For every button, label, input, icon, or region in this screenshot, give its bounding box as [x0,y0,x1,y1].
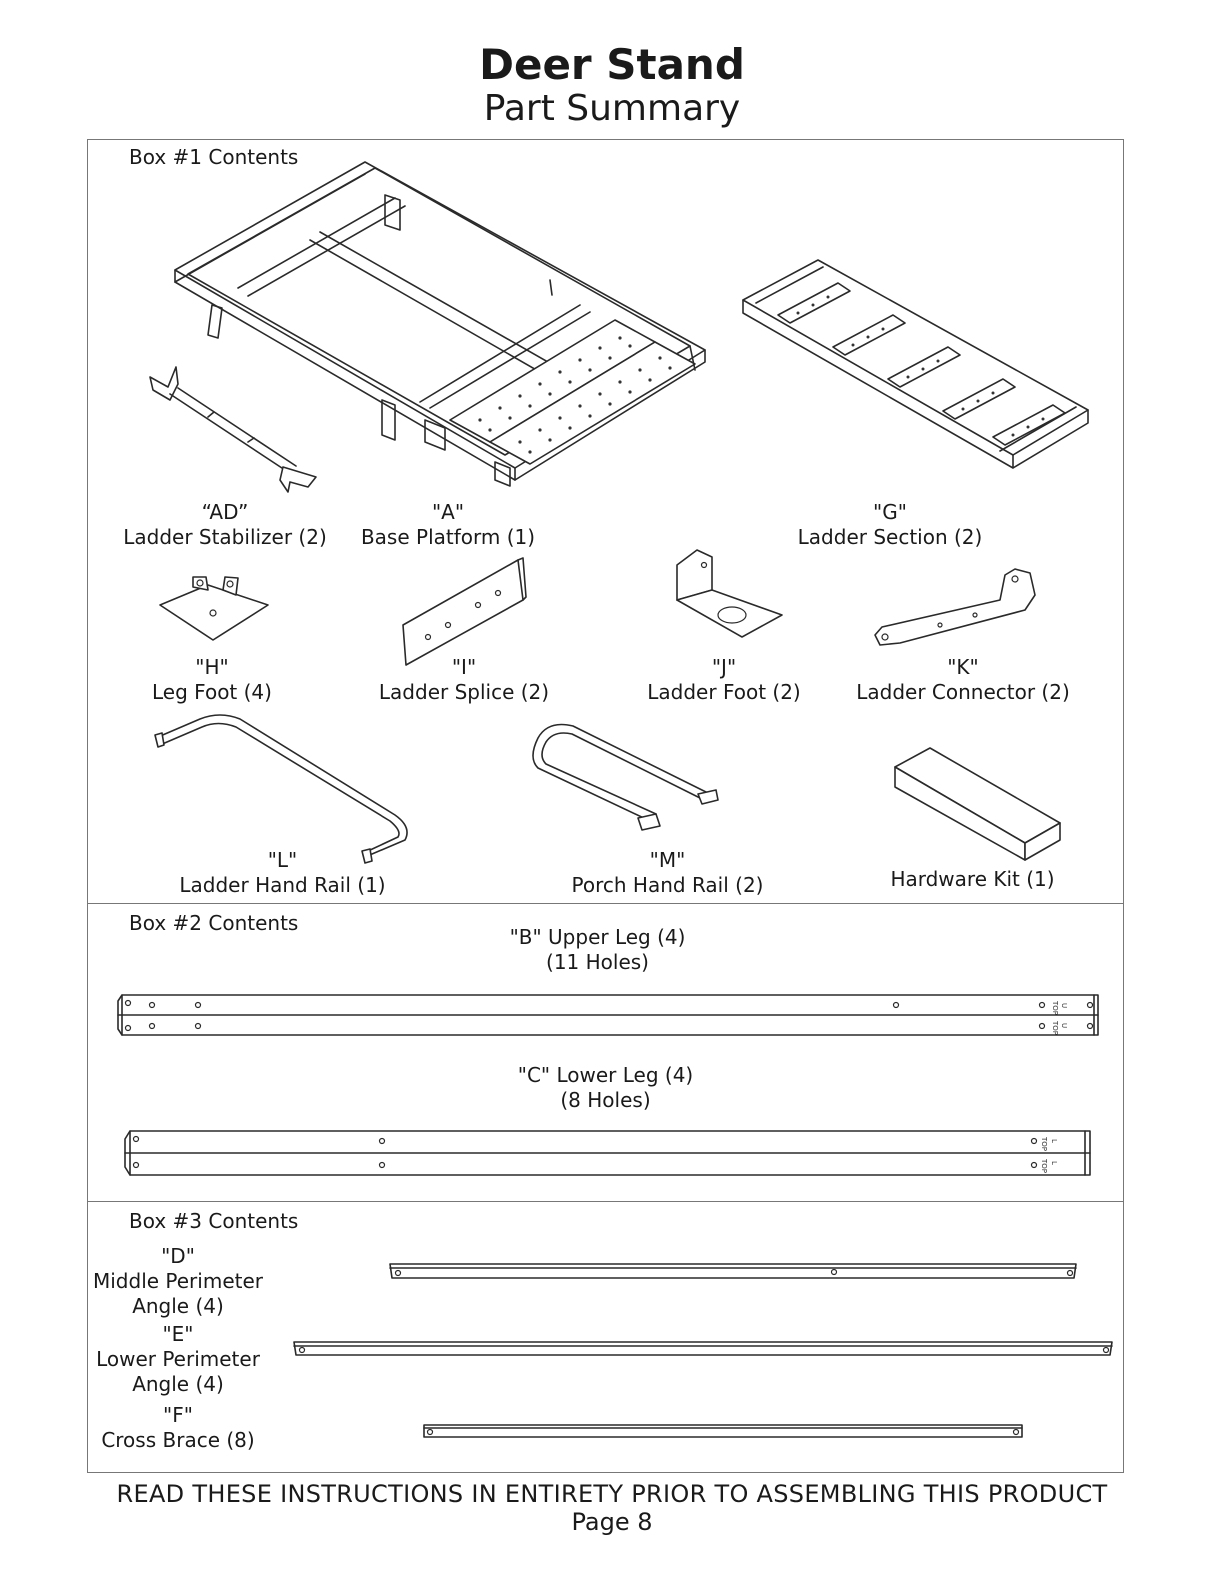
part-caption-f [88,1403,268,1453]
ladder-splice-illustration [398,555,528,670]
part-name: Base Platform (1) [360,525,536,549]
part-name: Angle (4) [132,1372,224,1396]
part-code: "G" [873,500,907,524]
part-caption-g [790,500,990,550]
part-name: Ladder Section (2) [797,525,983,549]
part-caption-e [88,1322,268,1397]
part-code: "E" [162,1322,194,1346]
part-name: Angle (4) [132,1294,224,1318]
part-detail: (11 Holes) [546,950,649,974]
part-name: Ladder Hand Rail (1) [179,873,386,897]
ladder-foot-illustration [672,545,787,640]
part-code: "D" [161,1244,195,1268]
lower-leg-top-mark: TOP [1040,1159,1048,1174]
page-title: Deer Stand [479,40,745,89]
middle-perimeter-angle-illustration [388,1262,1080,1282]
part-code: "A" [431,500,465,524]
upper-leg-top-mark: TOP [1051,1021,1059,1036]
hardware-kit-illustration [890,745,1065,860]
cross-brace-illustration [422,1423,1026,1441]
ladder-section-illustration [738,255,1093,480]
part-code: "L" [267,848,298,872]
part-name: Ladder Splice (2) [378,680,550,704]
part-name: Hardware Kit (1) [890,867,1055,891]
page-subtitle: Part Summary [483,88,741,129]
box-divider [87,1201,1124,1202]
lower-leg-illustration [122,1129,1096,1179]
box-divider [87,903,1124,904]
part-name: Porch Hand Rail (2) [571,873,764,897]
part-caption-hardware-kit [870,867,1075,892]
box1-label: Box #1 Contents [129,145,299,169]
part-caption-ad [120,500,330,550]
ladder-stabilizer-illustration [148,362,323,497]
upper-leg-u-mark: U [1060,1023,1068,1029]
part-caption-l [170,848,395,898]
ladder-hand-rail-illustration [150,705,420,870]
box3-label: Box #3 Contents [129,1209,299,1233]
upper-leg-u-mark: U [1060,1003,1068,1009]
part-caption-b [470,925,725,975]
part-code: "M" [649,848,686,872]
leg-foot-illustration [158,575,273,645]
part-name: Leg Foot (4) [152,680,272,704]
part-caption-i [364,655,564,705]
part-code: "F" [163,1403,193,1427]
part-name: Middle Perimeter [92,1269,263,1293]
porch-hand-rail-illustration [528,718,723,833]
part-name: Cross Brace (8) [101,1428,255,1452]
part-caption-j [624,655,824,705]
part-name: Ladder Connector (2) [856,680,1070,704]
part-caption-d [88,1244,268,1319]
part-name: Ladder Stabilizer (2) [123,525,327,549]
part-code: "H" [195,655,229,679]
assembly-notice: READ THESE INSTRUCTIONS IN ENTIRETY PRIOR TO ASSEMBLING THIS PRODUCT [116,1480,1108,1508]
part-detail: (8 Holes) [560,1088,651,1112]
part-name: "C" Lower Leg (4) [517,1063,694,1087]
part-code: "I" [451,655,477,679]
upper-leg-illustration [116,993,1104,1041]
lower-leg-l-mark: L [1050,1139,1058,1143]
upper-leg-top-mark: TOP [1051,1001,1059,1016]
part-caption-h [112,655,312,705]
part-code: "K" [947,655,979,679]
lower-leg-l-mark: L [1050,1161,1058,1165]
box2-label: Box #2 Contents [129,911,299,935]
ladder-connector-illustration [870,565,1040,650]
part-caption-k [853,655,1073,705]
part-code: "J" [711,655,737,679]
part-name: Lower Perimeter [96,1347,260,1371]
page-number: Page 8 [571,1508,653,1536]
part-caption-c [478,1063,733,1113]
part-caption-a [348,500,548,550]
lower-perimeter-angle-illustration [292,1340,1116,1360]
part-name: "B" Upper Leg (4) [509,925,686,949]
part-code: “AD” [201,500,249,524]
part-name: Ladder Foot (2) [647,680,801,704]
lower-leg-top-mark: TOP [1040,1137,1048,1152]
part-caption-m [560,848,775,898]
